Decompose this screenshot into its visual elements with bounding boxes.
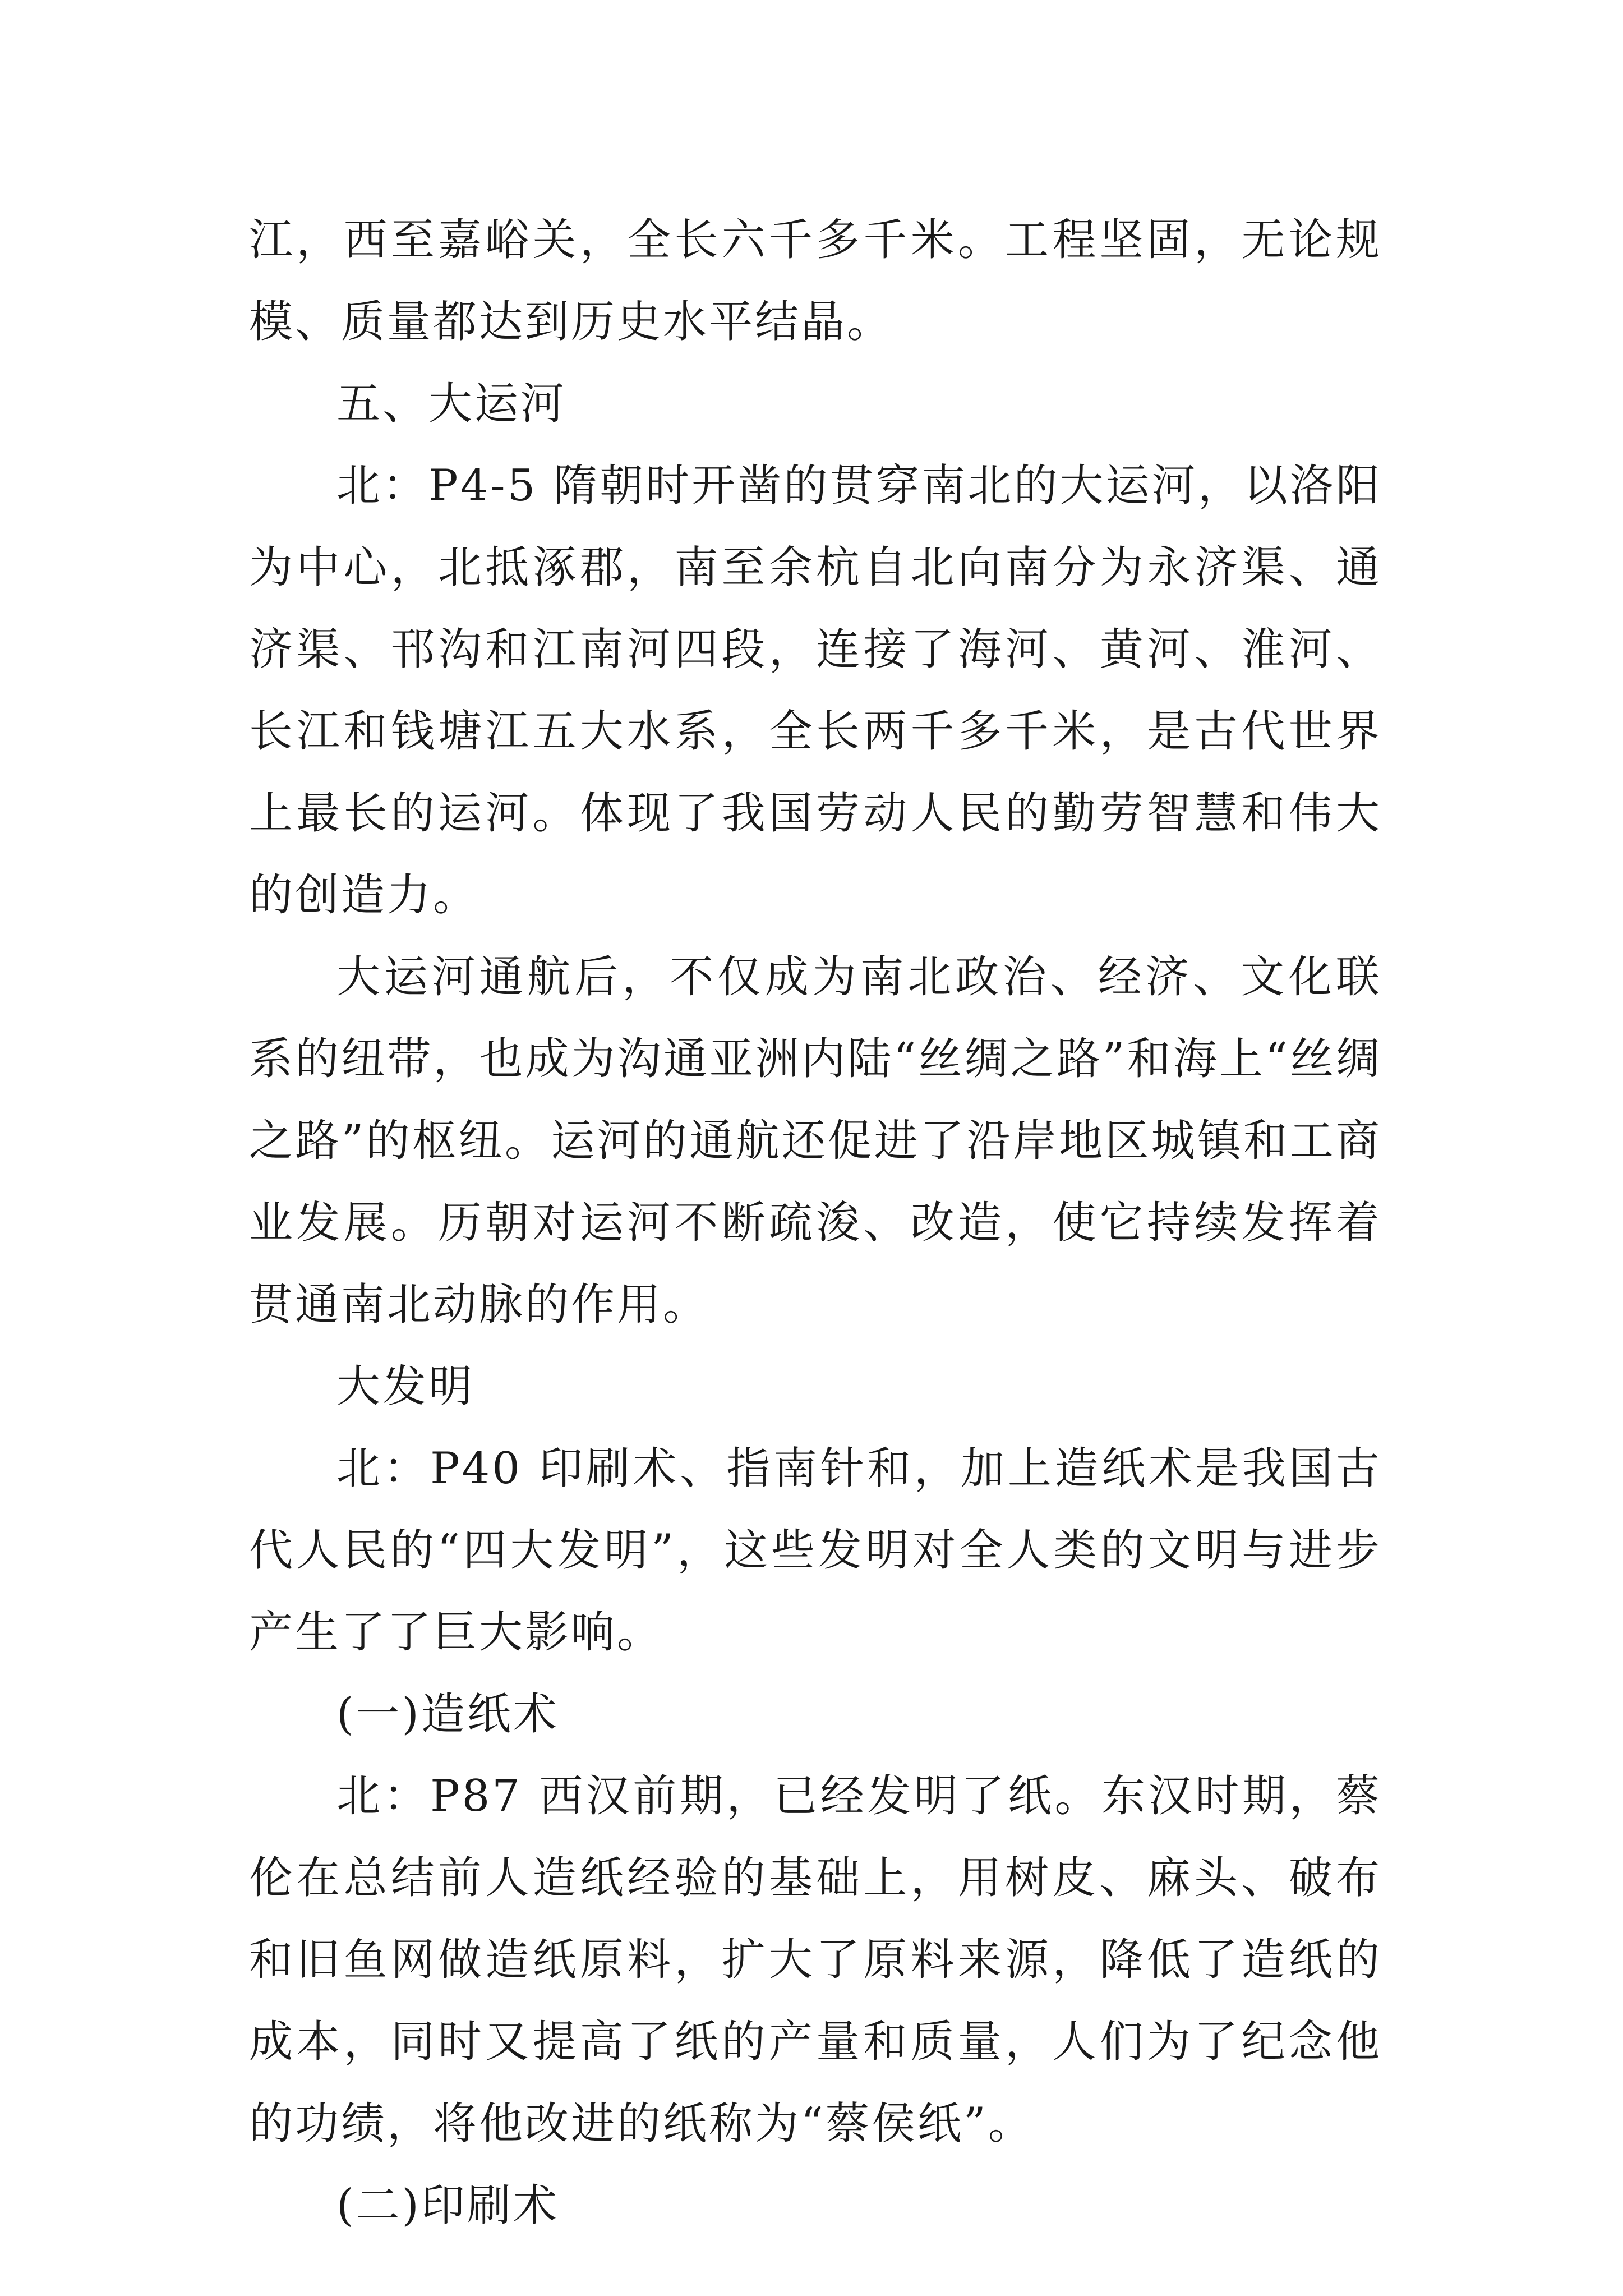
paragraph: 大运河通航后，不仅成为南北政治、经济、文化联系的纽带，也成为沟通亚洲内陆“丝绸之路”和海上“丝绸之路”的枢纽。运河的通航还促进了沿岸地区城镇和工商业发展。历朝对运河不断疏浚、改造，使它持续发挥着贯通南北动脉的作用。 [249,952,1382,1330]
section-heading: 大发明 [336,1361,475,1412]
section-heading: 五、大运河 [336,379,567,429]
paragraph: 北：P4-5 隋朝时开凿的贯穿南北的大运河，以洛阳为中心，北抵涿郡，南至余杭自北向南分为永济渠、通济渠、邗沟和江南河四段，连接了海河、黄河、淮河、长江和钱塘江五大水系，全长两千多千米，是古代世界上最长的运河。体现了我国劳动人民的勤劳智慧和伟大的创造力。 [249,461,1382,921]
paragraph: 江，西至嘉峪关，全长六千多千米。工程坚固，无论规模、质量都达到历史水平结晶。 [249,215,1382,347]
document-body [249,199,1382,2247]
subsection-heading: (一)造纸术 [336,1689,559,1740]
paragraph: 北：P87 西汉前期，已经发明了纸。东汉时期，蔡伦在总结前人造纸经验的基础上，用树皮、麻头、破布和旧鱼网做造纸原料，扩大了原料来源，降低了造纸的成本，同时又提高了纸的产量和质量，人们为了纪念他的功绩，将他改进的纸称为“蔡侯纸”。 [249,1771,1382,2149]
paragraph: 北：P40 印刷术、指南针和，加上造纸术是我国古代人民的“四大发明”，这些发明对全人类的文明与进步产生了了巨大影响。 [249,1443,1382,1658]
subsection-heading: (二)印刷术 [336,2180,559,2231]
